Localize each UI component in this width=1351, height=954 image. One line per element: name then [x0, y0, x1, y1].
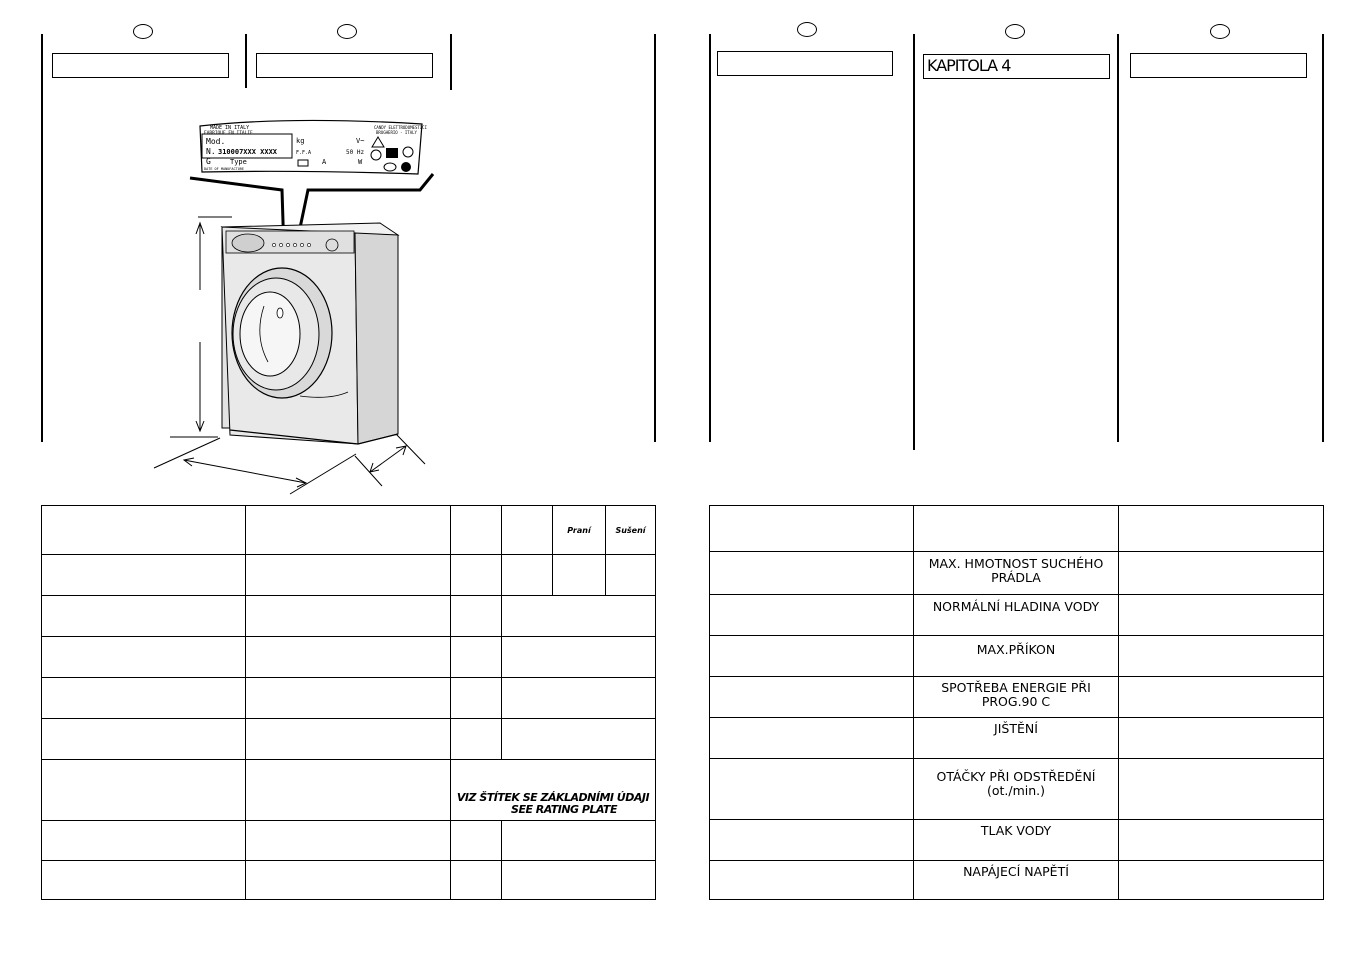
table-cell	[502, 821, 656, 861]
table-cell	[710, 595, 914, 636]
column-rule	[450, 34, 452, 90]
table-cell	[42, 506, 246, 555]
table-row	[42, 596, 656, 637]
table-row	[42, 637, 656, 678]
column-rule	[913, 34, 915, 450]
machine-side	[355, 233, 398, 444]
table-cell	[710, 677, 914, 718]
rating-plate-brand-2: BRUGHERIO - ITALY	[376, 130, 417, 135]
table-cell	[502, 719, 656, 760]
chapter-title-box	[923, 54, 1110, 79]
table-cell	[42, 821, 246, 861]
table-cell	[502, 637, 656, 678]
table-cell	[42, 555, 246, 596]
table-cell	[451, 637, 502, 678]
table-cell	[246, 596, 451, 637]
rating-plate-type: Type	[230, 158, 247, 166]
language-marker-5	[1210, 24, 1230, 39]
table-cell	[42, 760, 246, 821]
table-row	[42, 821, 656, 861]
table-cell	[246, 506, 451, 555]
table-row	[42, 555, 656, 596]
table-row	[710, 861, 1324, 900]
rating-plate-brand-1: CANDY ELETTRODOMESTICI	[374, 125, 427, 130]
table-cell	[710, 552, 914, 595]
rating-plate-g: G	[206, 157, 211, 166]
depth-arrow	[370, 446, 406, 472]
width-ext-right	[290, 454, 356, 494]
table-cell	[42, 861, 246, 900]
rating-plate-line1: MADE IN ITALY	[210, 125, 250, 131]
header-wash: Praní	[553, 506, 606, 555]
table-row	[710, 595, 1324, 636]
rating-plate-mod: Mod.	[206, 137, 226, 146]
table-row	[710, 677, 1324, 718]
table-cell	[246, 861, 451, 900]
table-row	[42, 861, 656, 900]
rating-plate-kg: kg	[296, 137, 305, 145]
rating-plate-note	[451, 760, 656, 821]
header-box-3	[717, 51, 893, 76]
column-rule	[1117, 34, 1119, 442]
table-cell	[710, 636, 914, 677]
table-cell	[502, 596, 656, 637]
table-cell	[246, 821, 451, 861]
table-cell	[1119, 861, 1324, 900]
spec-label-energy: SPOTŘEBA ENERGIE PŘI PROG.90 C	[914, 677, 1119, 718]
table-cell	[246, 637, 451, 678]
spec-label-water-level: NORMÁLNÍ HLADINA VODY	[914, 595, 1119, 636]
program-knob	[326, 239, 338, 251]
table-cell	[451, 719, 502, 760]
table-cell	[710, 820, 914, 861]
table-cell	[246, 719, 451, 760]
table-cell	[451, 821, 502, 861]
header-dry: Sušení	[606, 506, 656, 555]
table-cell	[246, 678, 451, 719]
table-row	[710, 820, 1324, 861]
table-cell	[606, 555, 656, 596]
header-box-5	[1130, 53, 1307, 78]
table-cell	[451, 861, 502, 900]
column-rule	[709, 34, 711, 442]
header-box-1	[52, 53, 229, 78]
spec-label-water-pressure: TLAK VODY	[914, 820, 1119, 861]
spec-label-voltage: NAPÁJECÍ NAPĚTÍ	[914, 861, 1119, 900]
table-cell	[246, 555, 451, 596]
spec-label-header	[914, 506, 1119, 552]
language-marker-1	[133, 24, 153, 39]
column-rule	[245, 34, 247, 88]
table-cell	[1119, 677, 1324, 718]
spec-label-spin-speed: OTÁČKY PŘI ODSTŘEDĚNÍ (ot./min.)	[914, 759, 1119, 820]
table-cell	[42, 719, 246, 760]
rating-plate-w: W	[358, 158, 363, 166]
table-cell	[1119, 636, 1324, 677]
table-cell	[1119, 759, 1324, 820]
rating-plate-line2: FABRIQUE EN ITALIE	[204, 131, 253, 136]
plate-ce-icon	[386, 148, 398, 158]
language-marker-3	[797, 22, 817, 37]
depth-ext-left	[355, 456, 382, 486]
table-cell	[1119, 595, 1324, 636]
rating-plate-n-value: 310007XXX XXXX	[218, 148, 278, 156]
detergent-drawer	[232, 234, 264, 252]
table-row	[710, 552, 1324, 595]
table-row	[710, 759, 1324, 820]
table-row	[42, 506, 656, 555]
spec-label-fuse: JIŠTĚNÍ	[914, 718, 1119, 759]
rating-plate-a: A	[322, 158, 327, 166]
table-cell	[451, 506, 502, 555]
header-box-2	[256, 53, 433, 78]
table-cell	[1119, 718, 1324, 759]
table-cell	[42, 596, 246, 637]
door-handle	[277, 308, 283, 318]
language-marker-2	[337, 24, 357, 39]
table-row	[42, 719, 656, 760]
width-arrow	[184, 460, 306, 483]
table-cell	[246, 760, 451, 821]
left-spec-table	[41, 505, 656, 900]
table-cell	[502, 506, 553, 555]
table-cell	[1119, 820, 1324, 861]
table-row	[710, 718, 1324, 759]
table-cell	[553, 555, 606, 596]
washing-machine-illustration	[150, 110, 440, 495]
table-cell	[42, 678, 246, 719]
table-cell	[451, 596, 502, 637]
rating-plate-hz: 50 Hz	[346, 149, 365, 156]
depth-ext	[396, 434, 425, 464]
table-cell	[451, 555, 502, 596]
spec-label-max-load: MAX. HMOTNOST SUCHÉHO PRÁDLA	[914, 552, 1119, 595]
rating-plate-fa: F.F.A	[296, 150, 312, 156]
table-row	[710, 636, 1324, 677]
spec-label-max-power: MAX.PŘÍKON	[914, 636, 1119, 677]
table-cell	[502, 861, 656, 900]
chapter-title: KAPITOLA 4	[927, 56, 1011, 75]
table-cell	[1119, 552, 1324, 595]
table-cell	[502, 555, 553, 596]
table-cell	[42, 637, 246, 678]
width-ext-left	[154, 438, 220, 468]
column-rule	[654, 34, 656, 442]
plate-dot-icon	[401, 162, 411, 172]
table-cell	[710, 718, 914, 759]
column-rule	[41, 34, 43, 442]
rating-plate-note-line1: VIZ ŠTÍTEK SE ZÁKLADNÍMI ÚDAJI	[456, 791, 650, 804]
table-row	[710, 506, 1324, 552]
table-cell	[502, 678, 656, 719]
table-cell	[710, 759, 914, 820]
table-cell	[710, 861, 914, 900]
column-rule	[1322, 34, 1324, 442]
rating-plate-v: V~	[356, 137, 365, 145]
language-marker-4	[1005, 24, 1025, 39]
door-glass	[240, 292, 300, 376]
right-spec-table	[709, 505, 1324, 900]
rating-plate-n: N.	[206, 147, 216, 156]
table-cell	[710, 506, 914, 552]
table-row	[42, 678, 656, 719]
table-cell	[451, 678, 502, 719]
table-cell	[1119, 506, 1324, 552]
table-row	[42, 760, 656, 821]
rating-plate-note-line2: SEE RATING PLATE	[511, 803, 617, 816]
rating-plate-footer: DATE OF MANUFACTURE	[204, 167, 245, 171]
